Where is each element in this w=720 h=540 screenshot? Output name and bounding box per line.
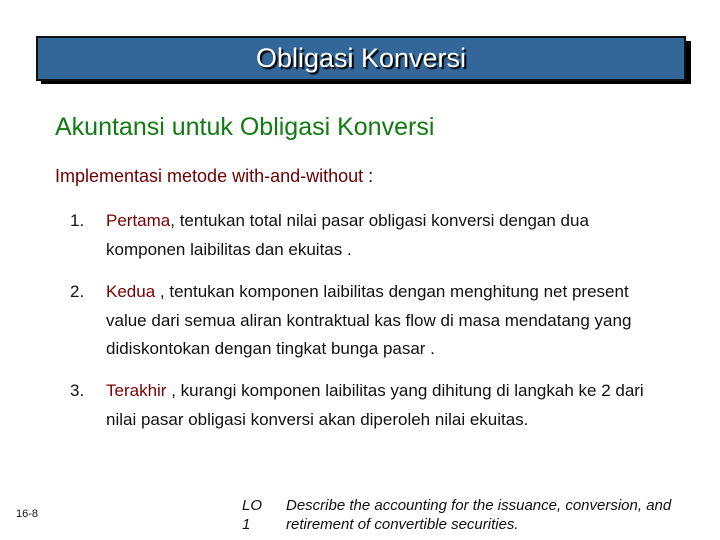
section-heading: Akuntansi untuk Obligasi Konversi [55, 113, 435, 141]
subheading-text: Implementasi metode with-and-without [55, 166, 364, 186]
lo-text: Describe the accounting for the issuance, conversion, and retirement of convertible securities. [286, 497, 672, 533]
item-keyword: Kedua [106, 282, 156, 301]
item-text: , tentukan komponen laibilitas dengan menghitung net present value dari semua aliran kontraktual kas flow di masa mendatang yang didiskontokan dengan tingkat bunga pasar . [106, 282, 632, 358]
page-number: 16-8 [16, 508, 39, 520]
item-text: , kurangi komponen laibilitas yang dihitung di langkah ke 2 dari nilai pasar obligasi konversi akan diperoleh nilai ekuitas. [106, 381, 644, 429]
slide-title: Obligasi Konversi [36, 36, 686, 81]
subheading-colon: : [363, 166, 374, 186]
subheading [55, 166, 373, 187]
item-text: , tentukan total nilai pasar obligasi konversi dengan dua komponen laibilitas dan ekuitas . [106, 211, 589, 259]
item-keyword: Terakhir [106, 381, 167, 400]
item-keyword: Pertama [106, 211, 171, 230]
item-number: 3. [70, 381, 85, 400]
item-number: 2. [70, 282, 85, 301]
item-number: 1. [70, 211, 85, 230]
lo-label: LO 1 [242, 497, 263, 533]
